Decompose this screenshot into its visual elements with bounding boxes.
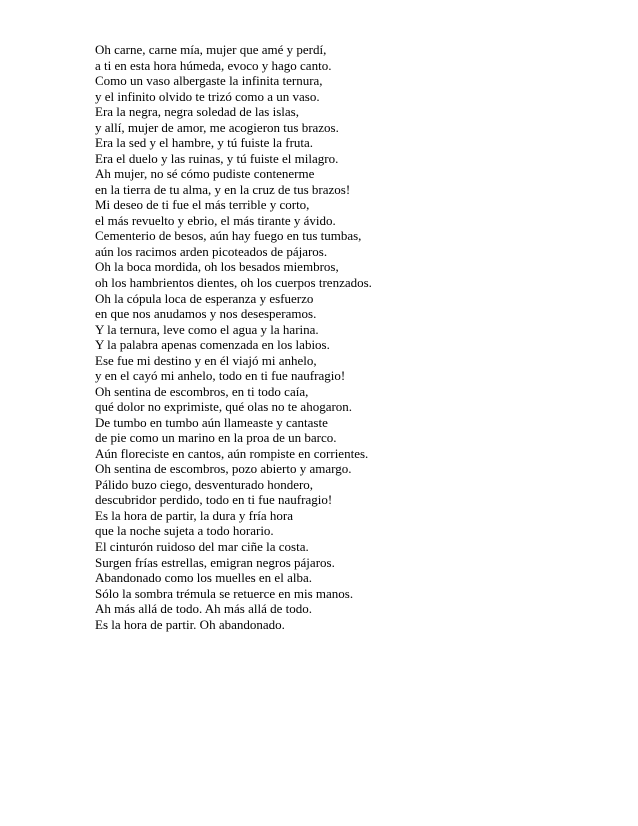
poem-line: Era el duelo y las ruinas, y tú fuiste el milagro. <box>95 150 339 166</box>
poem-line: Ah mujer, no sé cómo pudiste contenerme <box>95 166 315 182</box>
poem-line: De tumbo en tumbo aún llameaste y cantaste <box>95 414 328 430</box>
poem-line: Cementerio de besos, aún hay fuego en tus tumbas, <box>95 228 362 244</box>
poem-line: Y la palabra apenas comenzada en los labios. <box>95 337 330 353</box>
poem-line: Sólo la sombra trémula se retuerce en mis manos. <box>95 585 354 601</box>
poem-line: y allí, mujer de amor, me acogieron tus brazos. <box>95 119 339 135</box>
poem-line: Es la hora de partir. Oh abandonado. <box>95 616 285 632</box>
poem-line: aún los racimos arden picoteados de pájaros. <box>95 243 328 259</box>
poem-line: Oh la cópula loca de esperanza y esfuerzo <box>95 290 314 306</box>
poem-line: Como un vaso albergaste la infinita ternura, <box>95 73 323 89</box>
poem-line: qué dolor no exprimiste, qué olas no te ahogaron. <box>95 399 353 415</box>
poem-line: Ese fue mi destino y en él viajó mi anhelo, <box>95 352 317 368</box>
poem-line: Oh sentina de escombros, en ti todo caía, <box>95 383 309 399</box>
poem-line: Y la ternura, leve como el agua y la harina. <box>95 321 319 337</box>
poem-line: Es la hora de partir, la dura y fría hora <box>95 507 294 523</box>
poem-line: Abandonado como los muelles en el alba. <box>95 570 312 586</box>
poem-line: que la noche sujeta a todo horario. <box>95 523 274 539</box>
poem-line: El cinturón ruidoso del mar ciñe la costa. <box>95 539 309 554</box>
poem-line: y el infinito olvido te trizó como a un vaso. <box>95 88 320 104</box>
poem-line: de pie como un marino en la proa de un barco. <box>95 430 337 446</box>
poem-line: Mi deseo de ti fue el más terrible y corto, <box>95 197 310 213</box>
poem-line: descubridor perdido, todo en ti fue naufragio! <box>95 492 333 508</box>
poem-line: Pálido buzo ciego, desventurado hondero, <box>95 476 314 492</box>
poem-line: y en el cayó mi anhelo, todo en ti fue naufragio! <box>95 368 346 384</box>
poem-line: en que nos anudamos y nos desesperamos. <box>95 306 317 322</box>
poem-line: en la tierra de tu alma, y en la cruz de tus brazos! <box>95 181 351 197</box>
poem-line: Oh carne, carne mía, mujer que amé y perdí, <box>95 42 327 57</box>
poem-line: el más revuelto y ebrio, el más tirante y ávido. <box>95 212 336 228</box>
poem-text <box>95 42 615 632</box>
poem-line: Era la negra, negra soledad de las islas, <box>95 104 299 120</box>
poem-line: a ti en esta hora húmeda, evoco y hago canto. <box>95 57 332 73</box>
poem-line: Oh la boca mordida, oh los besados miembros, <box>95 259 339 275</box>
poem-line: Era la sed y el hambre, y tú fuiste la fruta. <box>95 135 314 151</box>
poem-line: Aún floreciste en cantos, aún rompiste en corrientes. <box>95 445 369 461</box>
poem-line: Ah más allá de todo. Ah más allá de todo. <box>95 601 312 617</box>
poem-line: Surgen frías estrellas, emigran negros pájaros. <box>95 554 335 570</box>
poem-line: oh los hambrientos dientes, oh los cuerpos trenzados. <box>95 274 372 290</box>
poem-line: Oh sentina de escombros, pozo abierto y amargo. <box>95 461 352 477</box>
